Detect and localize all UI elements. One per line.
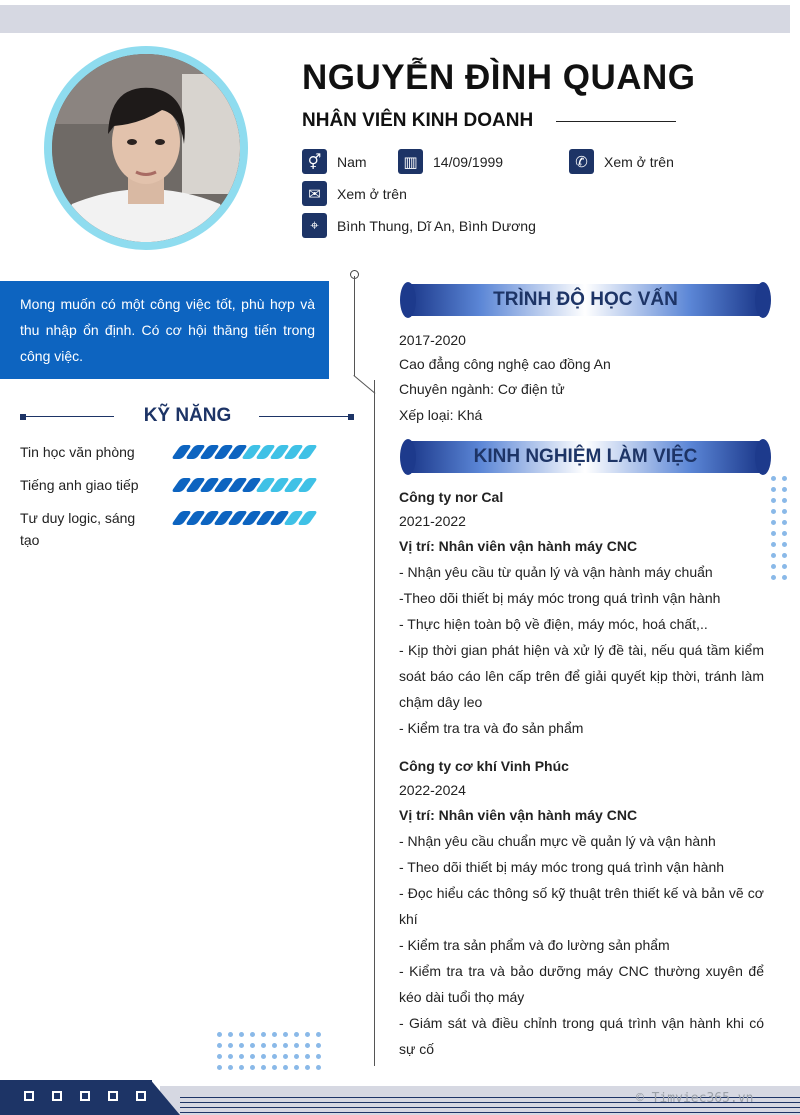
email-row (302, 181, 407, 206)
decor-dot (217, 1032, 222, 1037)
decor-dot (250, 1043, 255, 1048)
phone-row (569, 149, 674, 174)
decor-dot (239, 1043, 244, 1048)
skills-heading (20, 405, 355, 429)
job-position: Vị trí: Nhân viên vận hành máy CNC (399, 538, 638, 554)
decor-dot (305, 1054, 310, 1059)
decor-dot (283, 1065, 288, 1070)
skill-bar (176, 445, 316, 459)
footer-square (24, 1091, 34, 1101)
decor-dot (771, 542, 776, 547)
decor-dot (261, 1032, 266, 1037)
decor-dot (250, 1065, 255, 1070)
decor-dot (272, 1043, 277, 1048)
decor-dot (272, 1054, 277, 1059)
decor-dot (782, 575, 787, 580)
decor-dot (771, 553, 776, 558)
job-title-divider (556, 121, 676, 122)
job-duty: - Thực hiện toàn bộ về điện, máy móc, hoá chất,.. (399, 616, 708, 632)
skill-name: Tư duy logic, sáng tạo (20, 510, 136, 548)
decor-dot (305, 1065, 310, 1070)
decor-dot (316, 1032, 321, 1037)
job-position: Vị trí: Nhân viên vận hành máy CNC (399, 807, 638, 823)
watermark: © Timviec365.vn (636, 1091, 754, 1106)
skills-title: KỸ NĂNG (143, 405, 232, 426)
avatar (52, 54, 240, 242)
decor-dot (771, 531, 776, 536)
footer-square (52, 1091, 62, 1101)
decor-dot (217, 1065, 222, 1070)
decor-dot (305, 1032, 310, 1037)
gender-icon: ⚥ (302, 149, 327, 174)
decor-dot (782, 487, 787, 492)
job-duty: - Đọc hiểu các thông số kỹ thuật trên thiết kế và bản vẽ cơ khí (399, 885, 764, 927)
decor-dot (294, 1043, 299, 1048)
decor-dot (250, 1054, 255, 1059)
decor-dot (771, 487, 776, 492)
job-company: Công ty nor Cal (399, 489, 504, 505)
job-duty: - Nhận yêu cầu chuẩn mực về quản lý và vận hành (399, 833, 716, 849)
decor-dot (782, 476, 787, 481)
decor-dot (283, 1032, 288, 1037)
decor-dot (272, 1032, 277, 1037)
phone-icon: ✆ (569, 149, 594, 174)
decor-dot (294, 1065, 299, 1070)
job-duty: - Nhận yêu cầu từ quản lý và vận hành máy chuẩn (399, 564, 713, 580)
experience-title: KINH NGHIỆM LÀM VIỆC (473, 446, 698, 467)
job-period: 2022-2024 (399, 782, 466, 798)
skill-bar (176, 511, 316, 525)
decor-dot (782, 520, 787, 525)
education-grade: Xếp loại: Khá (399, 407, 483, 423)
decor-dot (771, 575, 776, 580)
footer-square (136, 1091, 146, 1101)
job-duty: - Kiểm tra tra và đo sản phẩm (399, 720, 584, 736)
decor-dot (294, 1032, 299, 1037)
decor-dot (782, 498, 787, 503)
decor-dot (228, 1054, 233, 1059)
timeline-line-top (354, 276, 355, 376)
timeline-line-diagonal (353, 375, 375, 394)
birthday-row (398, 149, 503, 174)
education-banner (398, 282, 773, 318)
decor-dot (239, 1065, 244, 1070)
decor-dot (316, 1054, 321, 1059)
decor-dot (771, 564, 776, 569)
decor-dot (782, 531, 787, 536)
education-period: 2017-2020 (399, 332, 466, 348)
job-duty: - Kịp thời gian phát hiện và xử lý đề tài, nếu quá tầm kiểm soát báo cáo lên cấp trên để giải quyết kịp thời, tránh làm chậm dây leo (399, 642, 764, 710)
heading-square (348, 414, 354, 420)
decor-dots-bottom (217, 1032, 321, 1070)
candidate-name: NGUYỄN ĐÌNH QUANG (302, 58, 696, 97)
job-duty: - Kiểm tra sản phẩm và đo lường sản phẩm (399, 937, 670, 953)
skill-bar (176, 478, 316, 492)
decor-dots-right (771, 476, 787, 580)
timeline-line (374, 380, 375, 1066)
decor-dot (294, 1054, 299, 1059)
decor-dot (305, 1043, 310, 1048)
footer-square (108, 1091, 118, 1101)
decor-dot (217, 1054, 222, 1059)
job-duty: - Kiểm tra tra và bảo dưỡng máy CNC thường xuyên để kéo dài tuổi thọ máy (399, 963, 764, 1005)
decor-dot (782, 553, 787, 558)
phone-value: Xem ở trên (604, 153, 674, 170)
job-duty: - Theo dõi thiết bị máy móc trong quá trình vận hành (399, 859, 725, 875)
decor-dot (283, 1054, 288, 1059)
skill-name: Tin học văn phòng (20, 444, 135, 460)
decor-dot (771, 509, 776, 514)
job-duty: - Giám sát và điều chỉnh trong quá trình vận hành khi có sự cố (399, 1015, 764, 1057)
footer-dark (0, 1080, 152, 1115)
birthday-value: 14/09/1999 (433, 153, 504, 170)
decor-dot (261, 1065, 266, 1070)
gender-value: Nam (337, 153, 367, 170)
decor-dot (316, 1065, 321, 1070)
decor-dot (272, 1065, 277, 1070)
education-major: Chuyên ngành: Cơ điện tử (399, 381, 565, 397)
decor-dot (250, 1032, 255, 1037)
footer-stripe (180, 1112, 800, 1113)
address-row (302, 213, 536, 238)
location-icon: ⌖ (302, 213, 327, 238)
address-value: Bình Thung, Dĩ An, Bình Dương (337, 217, 536, 234)
decor-dot (771, 520, 776, 525)
decor-dot (782, 509, 787, 514)
education-school: Cao đẳng công nghệ cao đồng An (399, 356, 611, 372)
job-title: NHÂN VIÊN KINH DOANH (302, 110, 534, 131)
heading-line-right (259, 416, 349, 417)
experience-banner (398, 439, 773, 475)
decor-dot (261, 1054, 266, 1059)
job-company: Công ty cơ khí Vinh Phúc (399, 758, 569, 774)
email-icon: ✉ (302, 181, 327, 206)
decor-dot (316, 1043, 321, 1048)
decor-dot (261, 1043, 266, 1048)
decor-dot (228, 1065, 233, 1070)
education-title: TRÌNH ĐỘ HỌC VẤN (493, 289, 678, 310)
gender-row (302, 149, 367, 174)
skill-name: Tiếng anh giao tiếp (20, 477, 139, 493)
decor-dot (239, 1054, 244, 1059)
footer-square (80, 1091, 90, 1101)
job-period: 2021-2022 (399, 513, 466, 529)
decor-dot (228, 1043, 233, 1048)
birthday-cake-icon: ▥ (398, 149, 423, 174)
decor-dot (771, 476, 776, 481)
decor-dot (771, 498, 776, 503)
career-objective: Mong muốn có một công việc tốt, phù hợp và thu nhập ổn định. Có cơ hội thăng tiến trong công việc. (0, 281, 329, 379)
decor-dot (217, 1043, 222, 1048)
decor-dot (239, 1032, 244, 1037)
decor-dot (782, 542, 787, 547)
decor-dot (782, 564, 787, 569)
decor-dot (283, 1043, 288, 1048)
email-value: Xem ở trên (337, 185, 407, 202)
job-duty: -Theo dõi thiết bị máy móc trong quá trình vận hành (399, 590, 721, 606)
footer-stripe (180, 1107, 800, 1108)
decor-dot (228, 1032, 233, 1037)
top-bar (0, 5, 790, 33)
